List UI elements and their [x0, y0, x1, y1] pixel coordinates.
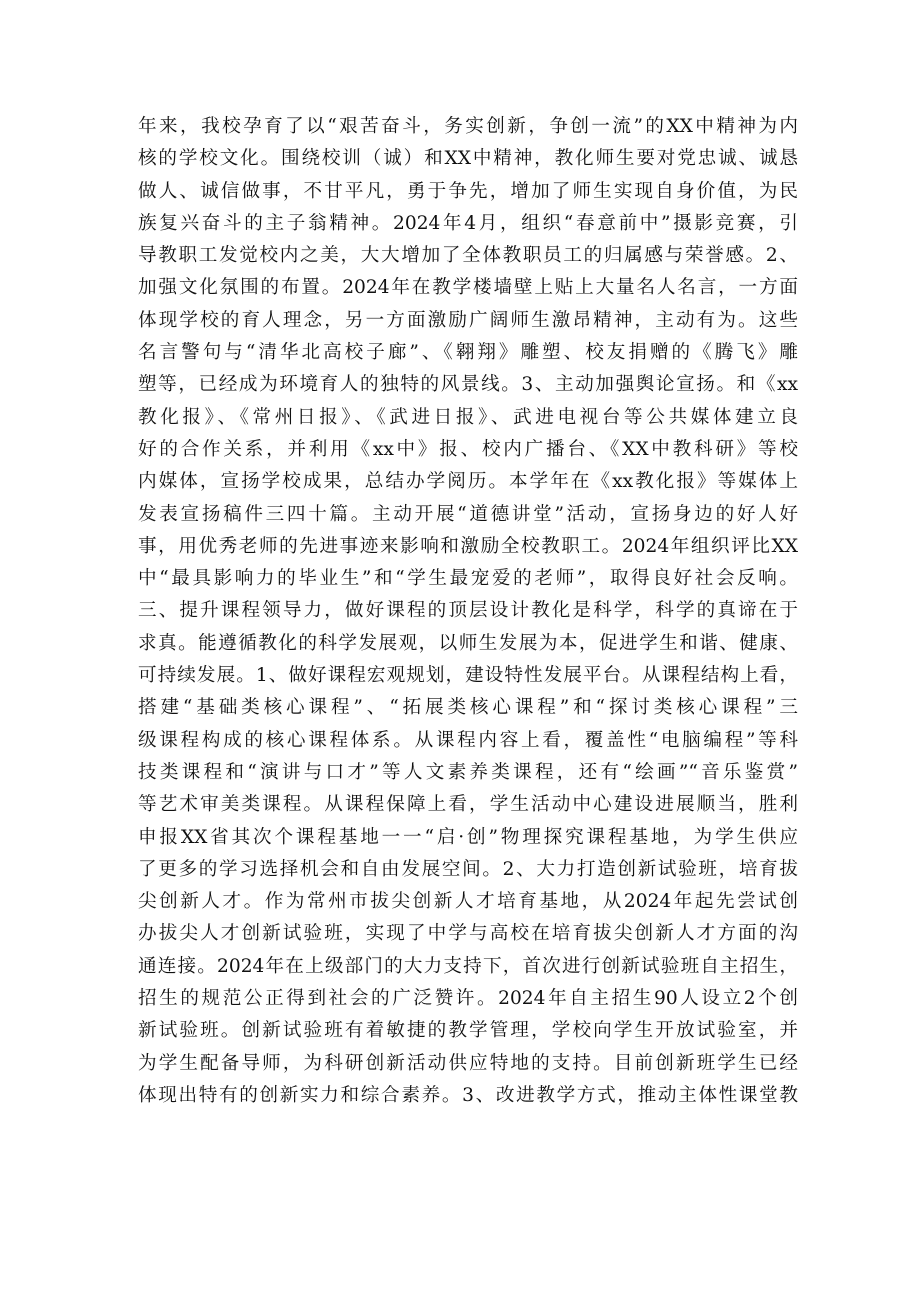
- text-line: 做人、诚信做事，不甘平凡，勇于争先，增加了师生实现自身价值，为民: [138, 180, 798, 202]
- text-line: 名言警句与“清华北高校子廊”、《翱翔》雕塑、校友捐赠的《腾飞》雕: [138, 342, 798, 364]
- text-line: 好的合作关系，并利用《xx中》报、校内广播台、《XX中教科研》等校: [138, 438, 798, 460]
- text-line: 核的学校文化。围绕校训（诚）和XX中精神，教化师生要对党忠诚、诚恳: [138, 148, 798, 170]
- text-line: 三、提升课程领导力，做好课程的顶层设计教化是科学，科学的真谛在于: [138, 600, 798, 622]
- text-line: 事，用优秀老师的先进事迹来影响和激励全校教职工。2024年组织评比XX: [138, 535, 798, 557]
- text-line: 等艺术审美类课程。从课程保障上看，学生活动中心建设进展顺当，胜利: [138, 794, 798, 816]
- text-line: 加强文化氛围的布置。2024年在教学楼墙壁上贴上大量名人名言，一方面: [138, 277, 798, 299]
- text-line: 体现学校的育人理念，另一方面激励广阔师生激昂精神，主动有为。这些: [138, 309, 798, 331]
- text-line: 尖创新人才。作为常州市拔尖创新人才培育基地，从2024年起先尝试创: [138, 891, 798, 913]
- text-line: 级课程构成的核心课程体系。从课程内容上看，覆盖性“电脑编程”等科: [138, 729, 798, 751]
- text-line: 内媒体，宣扬学校成果，总结办学阅历。本学年在《xx教化报》等媒体上: [138, 471, 798, 493]
- text-line: 办拔尖人才创新试验班，实现了中学与高校在培育拔尖创新人才方面的沟: [138, 923, 798, 945]
- text-line: 可持续发展。1、做好课程宏观规划，建设特性发展平台。从课程结构上看，: [138, 665, 798, 687]
- text-line: 新试验班。创新试验班有着敏捷的教学管理，学校向学生开放试验室，并: [138, 1020, 798, 1042]
- text-line: 招生的规范公正得到社会的广泛赞许。2024年自主招生90人设立2个创: [138, 988, 798, 1010]
- text-line: 搭建“基础类核心课程”、“拓展类核心课程”和“探讨类核心课程”三: [138, 697, 798, 719]
- text-line: 为学生配备导师，为科研创新活动供应特地的支持。目前创新班学生已经: [138, 1052, 798, 1074]
- text-line: 申报XX省其次个课程基地一一“启·创”物理探究课程基地，为学生供应: [138, 826, 798, 848]
- text-line: 求真。能遵循教化的科学发展观，以师生发展为本，促进学生和谐、健康、: [138, 632, 798, 654]
- text-line: 体现出特有的创新实力和综合素养。3、改进教学方式，推动主体性课堂教: [138, 1084, 798, 1106]
- text-line: 族复兴奋斗的主子翁精神。2024年4月，组织“春意前中”摄影竞赛，引: [138, 212, 798, 234]
- text-line: 通连接。2024年在上级部门的大力支持下，首次进行创新试验班自主招生，: [138, 955, 798, 977]
- text-line: 导教职工发觉校内之美，大大增加了全体教职员工的归属感与荣誉感。2、: [138, 245, 798, 267]
- body-text: [138, 111, 798, 1112]
- text-line: 中“最具影响力的毕业生”和“学生最宠爱的老师”，取得良好社会反响。: [138, 568, 798, 590]
- text-line: 了更多的学习选择机会和自由发展空间。2、大力打造创新试验班，培育拔: [138, 858, 798, 880]
- text-line: 教化报》、《常州日报》、《武进日报》、武进电视台等公共媒体建立良: [138, 406, 798, 428]
- text-line: 年来，我校孕育了以“艰苦奋斗，务实创新，争创一流”的XX中精神为内: [138, 116, 798, 137]
- text-line: 发表宣扬稿件三四十篇。主动开展“道德讲堂”活动，宣扬身边的好人好: [138, 503, 798, 525]
- text-line: 塑等，已经成为环境育人的独特的风景线。3、主动加强舆论宣扬。和《xx: [138, 374, 798, 396]
- text-line: 技类课程和“演讲与口才”等人文素养类课程，还有“绘画”“音乐鉴赏”: [138, 761, 798, 783]
